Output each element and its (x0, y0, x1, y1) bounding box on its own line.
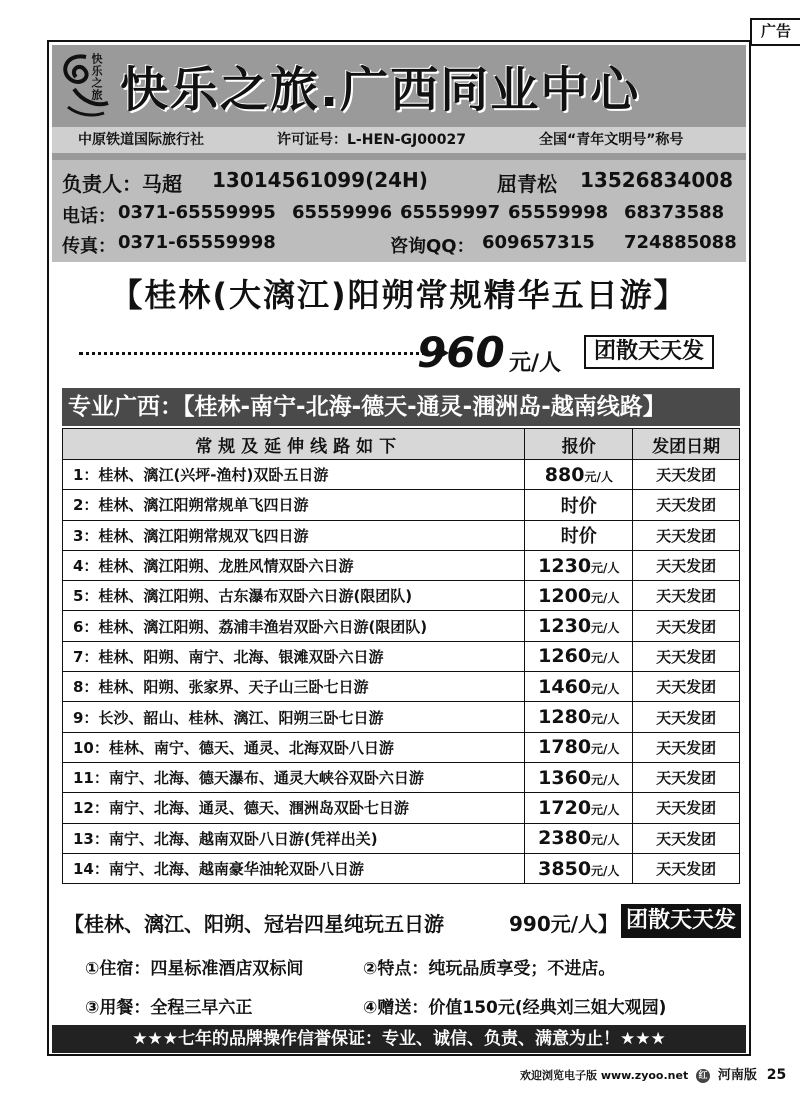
price-cell (525, 823, 633, 853)
page-number: 25 (766, 1067, 787, 1083)
second-contact-phone: 13526834008 (580, 168, 734, 192)
price-value: 3850 (538, 857, 592, 880)
manager-label: 负责人：马超 (62, 172, 182, 196)
route-table-body (63, 460, 740, 884)
route-cell: 4：桂林、漓江阳朔、龙胜风情双卧六日游 (63, 550, 525, 580)
edition-label: 河南版 (717, 1068, 757, 1083)
price-unit: 元/人 (584, 469, 613, 484)
feature-meals: ③用餐：全程三早六正 (85, 998, 253, 1018)
manager-phone: 13014561099(24H) (212, 168, 428, 192)
departure-cell: 天天发团 (633, 702, 740, 732)
package-title: 【桂林、漓江、阳朔、冠岩四星纯玩五日游 (64, 912, 444, 936)
route-cell: 6：桂林、漓江阳朔、荔浦丰渔岩双卧六日游(限团队) (63, 611, 525, 641)
price-unit: 元/人 (591, 560, 620, 575)
price-unit: 元/人 (591, 681, 620, 696)
departure-cell: 天天发团 (633, 793, 740, 823)
route-cell: 8：桂林、阳朔、张家界、天子山三卧七日游 (63, 672, 525, 702)
price-cell (525, 732, 633, 762)
table-row (63, 793, 740, 823)
departure-cell: 天天发团 (633, 672, 740, 702)
price-cell (525, 550, 633, 580)
departure-cell: 天天发团 (633, 611, 740, 641)
honor-text: 全国“青年文明号”称号 (539, 132, 684, 148)
price-unit: 元/人 (591, 590, 620, 605)
header-price: 报价 (525, 429, 633, 460)
price-value: 1460 (538, 675, 592, 698)
price-unit: 元/人 (591, 772, 620, 787)
price-value: 时价 (560, 526, 597, 548)
fax-number: 0371-65559998 (118, 232, 276, 253)
contact-band (52, 160, 746, 262)
second-contact-name: 屈青松 (497, 172, 557, 196)
tel-2: 65559996 (292, 202, 393, 223)
route-cell: 5：桂林、漓江阳朔、古东瀑布双卧六日游(限团队) (63, 581, 525, 611)
hong-badge-icon: 红 (696, 1069, 710, 1083)
price-cell (525, 762, 633, 792)
header-date: 发团日期 (633, 429, 740, 460)
table-row (63, 702, 740, 732)
route-cell: 7：桂林、阳朔、南宁、北海、银滩双卧六日游 (63, 641, 525, 671)
price-value: 时价 (560, 495, 597, 517)
price-cell (525, 460, 633, 490)
price-value: 1200 (538, 584, 592, 607)
table-row (63, 520, 740, 550)
departure-cell: 天天发团 (633, 490, 740, 520)
departure-cell: 天天发团 (633, 581, 740, 611)
qq-2: 724885088 (624, 232, 737, 253)
price-value: 1230 (538, 615, 592, 638)
price-value: 880 (544, 463, 585, 486)
price-unit: 元/人 (591, 742, 620, 757)
table-row (63, 490, 740, 520)
table-row (63, 460, 740, 490)
header (52, 45, 746, 163)
price-cell (525, 702, 633, 732)
departure-cell: 天天发团 (633, 853, 740, 883)
table-row (63, 550, 740, 580)
price-cell (525, 853, 633, 883)
qq-label: 咨询QQ： (390, 236, 475, 257)
company-name: 中原铁道国际旅行社 (78, 132, 204, 148)
price-cell (525, 490, 633, 520)
price-value: 1780 (538, 736, 592, 759)
table-row (63, 611, 740, 641)
route-cell: 2：桂林、漓江阳朔常规单飞四日游 (63, 490, 525, 520)
departure-cell: 天天发团 (633, 520, 740, 550)
route-cell: 12：南宁、北海、通灵、德天、涠洲岛双卧七日游 (63, 793, 525, 823)
route-banner: 专业广西：【桂林-南宁-北海-德天-通灵-涠洲岛-越南线路】 (62, 388, 740, 426)
table-row (63, 672, 740, 702)
header-route: 常规及延伸线路如下 (63, 429, 525, 460)
route-cell: 11：南宁、北海、德天瀑布、通灵大峡谷双卧六日游 (63, 762, 525, 792)
route-cell: 13：南宁、北海、越南双卧八日游(凭祥出关) (63, 823, 525, 853)
main-offer-unit: 元/人 (509, 351, 562, 376)
feature-gift: ④赠送：价值150元(经典刘三姐大观园) (363, 998, 667, 1018)
tel-3: 65559997 (400, 202, 501, 223)
feature-lodging: ①住宿：四星标准酒店双标间 (85, 959, 304, 979)
price-value: 1230 (538, 554, 592, 577)
table-header-row (63, 429, 740, 460)
price-cell (525, 520, 633, 550)
route-cell: 14：南宁、北海、越南豪华油轮双卧八日游 (63, 853, 525, 883)
route-cell: 9：长沙、韶山、桂林、漓江、阳朔三卧七日游 (63, 702, 525, 732)
departure-cell: 天天发团 (633, 550, 740, 580)
price-cell (525, 672, 633, 702)
ad-frame (47, 40, 751, 1056)
departure-cell: 天天发团 (633, 641, 740, 671)
price-unit: 元/人 (591, 833, 620, 848)
price-cell (525, 641, 633, 671)
price-value: 1280 (538, 706, 592, 729)
subline (52, 127, 746, 153)
price-value: 1720 (538, 796, 592, 819)
tel-5: 68373588 (624, 202, 725, 223)
main-offer-price: 960 (417, 328, 505, 377)
price-value: 2380 (538, 827, 592, 850)
price-unit: 元/人 (591, 863, 620, 878)
price-value: 1360 (538, 766, 592, 789)
qq-1: 609657315 (482, 232, 595, 253)
main-offer-title: 【桂林(大漓江)阳朔常规精华五日游】 (110, 276, 688, 314)
route-cell: 10：桂林、南宁、德天、通灵、北海双卧八日游 (63, 732, 525, 762)
departure-cell: 天天发团 (633, 732, 740, 762)
brand-title: 快乐之旅.广西同业中心 (120, 62, 641, 118)
price-unit: 元/人 (591, 712, 620, 727)
price-unit: 元/人 (591, 621, 620, 636)
package-badge: 团散天天发 (621, 904, 741, 938)
tel-1: 0371-65559995 (118, 202, 276, 223)
route-cell: 1：桂林、漓江(兴坪-渔村)双卧五日游 (63, 460, 525, 490)
tel-label: 电话： (62, 206, 116, 227)
ad-tag: 广告 (750, 18, 800, 46)
table-row (63, 581, 740, 611)
table-row (63, 732, 740, 762)
feature-quality: ②特点：纯玩品质享受；不进店。 (363, 959, 616, 979)
fax-label: 传真： (62, 236, 116, 257)
table-row (63, 641, 740, 671)
price-unit: 元/人 (591, 802, 620, 817)
table-row (63, 853, 740, 883)
license-number: 许可证号：L-HEN-GJ00027 (277, 132, 466, 148)
package-price: 990元/人】 (509, 912, 619, 936)
price-value: 1260 (538, 645, 592, 668)
footer-note: 欢迎浏览电子版 www.zyoo.net (520, 1069, 689, 1082)
slogan-bar: ★★★七年的品牌操作信誉保证：专业、诚信、负责、满意为止！★★★ (52, 1025, 746, 1053)
logo-small-text: 快乐之旅 (90, 53, 103, 101)
price-cell (525, 581, 633, 611)
daily-departure-badge: 团散天天发 (584, 335, 714, 369)
table-row (63, 762, 740, 792)
table-row (63, 823, 740, 853)
departure-cell: 天天发团 (633, 762, 740, 792)
swirl-logo-icon (56, 49, 116, 121)
dotted-arrow-line (79, 352, 439, 355)
route-table (62, 428, 740, 884)
departure-cell: 天天发团 (633, 460, 740, 490)
price-unit: 元/人 (591, 651, 620, 666)
route-cell: 3：桂林、漓江阳朔常规双飞四日游 (63, 520, 525, 550)
page-footer (520, 1064, 786, 1083)
price-cell (525, 611, 633, 641)
tel-4: 65559998 (508, 202, 609, 223)
price-cell (525, 793, 633, 823)
departure-cell: 天天发团 (633, 823, 740, 853)
